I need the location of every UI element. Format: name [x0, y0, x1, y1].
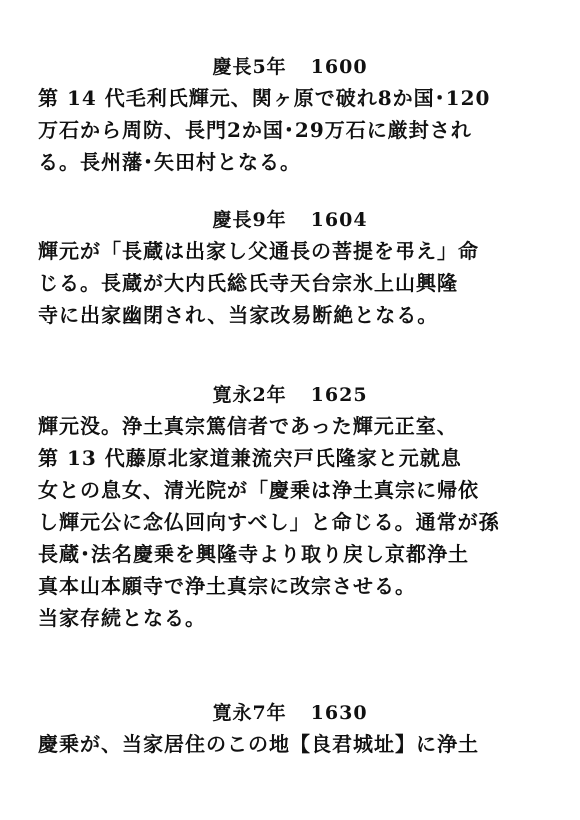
era-name: 慶長5年 [212, 56, 287, 78]
section-heading [0, 205, 580, 235]
year: 1625 [310, 384, 368, 406]
text-line: る。長州藩･矢田村となる。 [38, 150, 301, 174]
year: 1604 [310, 209, 368, 231]
text-line: 長蔵･法名慶乗を興隆寺より取り戻し京都浄土 [38, 542, 469, 566]
section-kanei-7 [0, 698, 580, 760]
text-line: 寺に出家幽閉され、当家改易断絶となる。 [38, 303, 439, 327]
section-keicho-5 [0, 52, 580, 178]
text-line: 当家存続となる。 [38, 606, 206, 630]
section-heading [0, 380, 580, 410]
text-line: 万石から周防、長門2か国･29万石に厳封され [38, 118, 472, 142]
section-heading [0, 52, 580, 82]
text-line: 第 14 代毛利氏輝元、関ヶ原で破れ8か国･120 [38, 86, 491, 110]
text-line: 輝元が「長蔵は出家し父通長の菩提を弔え」命 [38, 239, 479, 263]
text-line: し輝元公に念仏回向すべし」と命じる。通常が孫 [38, 510, 500, 534]
year: 1630 [310, 702, 368, 724]
text-line: 輝元没。浄土真宗篤信者であった輝元正室、 [38, 414, 458, 438]
section-heading [0, 698, 580, 728]
text-line: 真本山本願寺で浄土真宗に改宗させる。 [38, 574, 416, 598]
text-line: 慶乗が、当家居住のこの地【良君城址】に浄土 [38, 732, 479, 756]
text-line: 第 13 代藤原北家道兼流宍戸氏隆家と元就息 [38, 446, 462, 470]
section-keicho-9 [0, 205, 580, 331]
text-line: じる。長蔵が大内氏総氏寺天台宗氷上山興隆 [38, 271, 458, 295]
year: 1600 [310, 56, 368, 78]
era-name: 慶長9年 [212, 209, 287, 231]
text-line: 女との息女、清光院が「慶乗は浄土真宗に帰依 [38, 478, 479, 502]
section-kanei-2 [0, 380, 580, 634]
era-name: 寛永7年 [212, 702, 287, 724]
era-name: 寛永2年 [212, 384, 287, 406]
